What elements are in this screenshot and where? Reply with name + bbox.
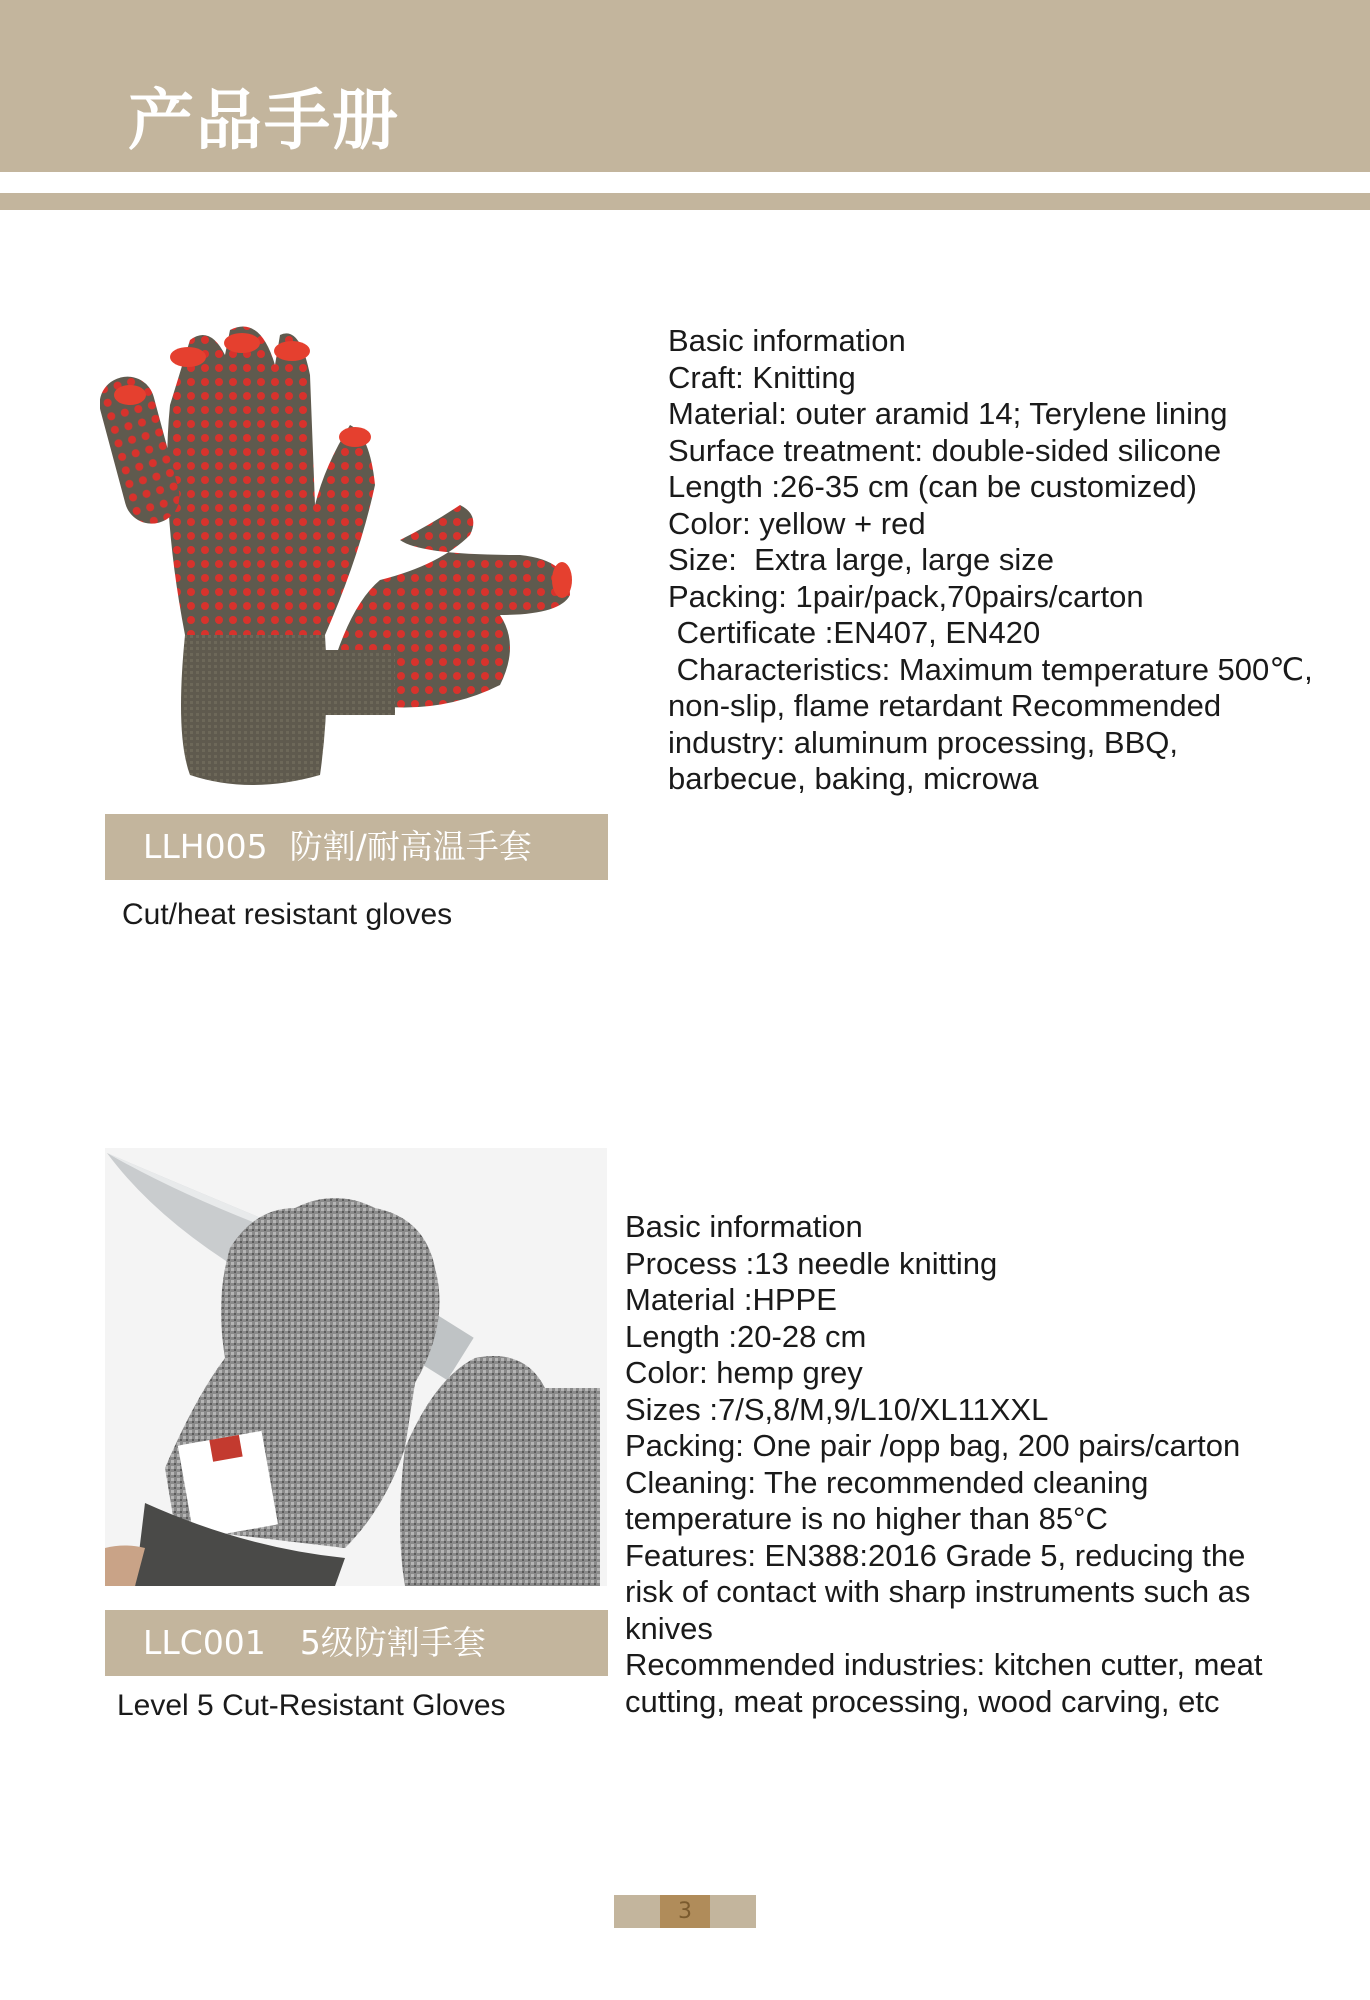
product-name-cn: 5级防割手套 bbox=[299, 1623, 486, 1662]
info-line: Length :26-35 cm (can be customized) bbox=[668, 469, 1197, 504]
info-line: Packing: One pair /opp bag, 200 pairs/carton bbox=[625, 1428, 1241, 1463]
info-line: temperature is no higher than 85°C bbox=[625, 1501, 1108, 1536]
info-line: Craft: Knitting bbox=[668, 359, 856, 395]
product-name-cn: 防割/耐高温手套 bbox=[289, 827, 532, 866]
product-info bbox=[625, 1209, 1263, 1720]
heat-glove-illustration bbox=[100, 305, 600, 790]
product-info bbox=[668, 323, 1313, 798]
info-line: Material :HPPE bbox=[625, 1282, 837, 1317]
info-line: Sizes :7/S,8/M,9/L10/XL11XXL bbox=[625, 1391, 1049, 1427]
heat-glove-photo bbox=[100, 305, 600, 790]
info-line: risk of contact with sharp instruments such as bbox=[625, 1574, 1251, 1609]
product-code-label bbox=[105, 1610, 608, 1676]
product-caption: Level 5 Cut-Resistant Gloves bbox=[117, 1689, 506, 1722]
info-line: Packing: 1pair/pack,70pairs/carton bbox=[668, 578, 1144, 614]
info-line: Basic information bbox=[668, 323, 906, 358]
product-caption: Cut/heat resistant gloves bbox=[122, 898, 453, 931]
info-line: knives bbox=[625, 1610, 713, 1646]
info-line: industry: aluminum processing, BBQ, bbox=[668, 724, 1178, 760]
info-line: Length :20-28 cm bbox=[625, 1318, 867, 1354]
info-line: Material: outer aramid 14; Terylene lining bbox=[668, 396, 1228, 431]
info-line: Basic information bbox=[625, 1209, 863, 1244]
info-line: Color: hemp grey bbox=[625, 1355, 863, 1390]
info-line: Process :13 needle knitting bbox=[625, 1245, 998, 1281]
info-line: Surface treatment: double-sided silicone bbox=[668, 432, 1222, 468]
header-divider bbox=[0, 193, 1370, 210]
info-line: barbecue, baking, microwa bbox=[668, 761, 1039, 796]
info-line: Cleaning: The recommended cleaning bbox=[625, 1464, 1149, 1500]
cut-glove-illustration bbox=[105, 1148, 607, 1586]
product-code: LLH005 bbox=[143, 827, 268, 866]
product-code: LLC001 bbox=[143, 1623, 266, 1662]
product-code-label bbox=[105, 814, 608, 880]
info-line: Recommended industries: kitchen cutter, meat bbox=[625, 1647, 1263, 1682]
page-title: 产品手册 bbox=[128, 82, 400, 159]
info-line: Characteristics: Maximum temperature 500℃, bbox=[668, 651, 1313, 687]
info-line: cutting, meat processing, wood carving, etc bbox=[625, 1683, 1220, 1719]
info-line: Certificate :EN407, EN420 bbox=[668, 615, 1041, 650]
info-line: Color: yellow + red bbox=[668, 505, 926, 541]
cut-glove-photo bbox=[105, 1148, 607, 1586]
info-line: Size: Extra large, large size bbox=[668, 542, 1054, 577]
page-number: 3 bbox=[660, 1895, 710, 1928]
info-line: Features: EN388:2016 Grade 5, reducing the bbox=[625, 1537, 1246, 1573]
info-line: non-slip, flame retardant Recommended bbox=[668, 688, 1222, 723]
